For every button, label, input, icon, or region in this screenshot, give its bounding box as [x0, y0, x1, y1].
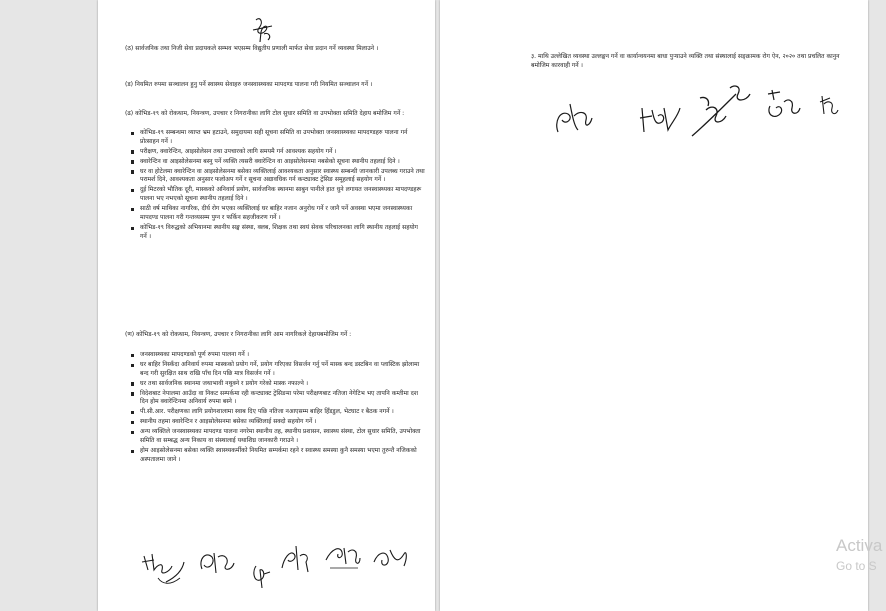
signature-right-2	[636, 98, 682, 144]
n-bullet-list	[131, 351, 425, 466]
signature-bottom-4	[278, 540, 312, 580]
document-page-left	[98, 0, 435, 611]
list-item: घर वा होटेलमा क्वारेन्टिन वा आइसोलेसनमा बसेका व्यक्तिलाई आवश्यकता अनुसार स्वास्थ्य सम्बन्धी जानकारी उपलब्ध गराउने तथा परामर्श दिने, आवश्यकता अनुसार फलोअप गर्ने र सूचना अद्यावधिक गर्न कन्ट्याक्ट ट्रेसिङ समूहलाई सहयोग गर्ने ।	[131, 168, 425, 185]
list-item: परीक्षण, क्वारेन्टिन, आइसोलेसन तथा उपचारको लागि समयमै गर्न आवश्यक सहयोग गर्ने ।	[131, 148, 425, 157]
list-item: घर बाहिर निस्कँदा अनिवार्य रुपमा मास्कको प्रयोग गर्ने, प्रयोग गरिएका विसर्जन गर्नु पर्ने मास्क बन्द डस्टबिन वा प्लास्टिक झोलामा बन्द गरी सुरक्षित साथ राखि पाँच दिन पछि मात्र विसर्जन गर्ने ।	[131, 361, 425, 378]
list-item: कोभिड-१९ विरुद्धको अभियानमा स्थानीय सङ्घ संस्था, क्लब, शिक्षक तथा स्वयं सेवक परिचालनका लागि स्थानीय तहलाई सहयोग गर्ने ।	[131, 224, 425, 241]
paragraph-dhh-heading: (ढ) कोभिड-१९ को रोकथाम, नियन्त्रण, उपचार र निगरानीका लागि टोल सुधार समिति वा उपभोक्ता समिति देहाय बमोजिम गर्ने :	[125, 110, 405, 117]
list-item: घर तथा सार्वजनिक स्थानमा जथाभावी नथुक्ने र प्रयोग गरेको मास्क नफाल्ने ।	[131, 380, 425, 389]
paragraph-d: (ड) नियमित रुपमा सञ्चालन हुनु पर्ने स्वास्थ्य सेवाहरु जनस्वास्थ्यका मापदण्ड पालना गरी नियमित सञ्चालन गर्ने ।	[125, 81, 373, 88]
list-item: साठी वर्ष माथिका नागरिक, दीर्घ रोग भएका व्यक्तिलाई घर बाहिर नजान अनुरोध गर्ने र जानै पर्ने अवस्था भएमा जनस्वास्थ्यका मापदण्ड पालना गरी गन्तव्यसम्म पुग्न र फर्किन सहजीकरण गर्ने ।	[131, 205, 425, 222]
signature-bottom-2	[196, 545, 236, 585]
list-item: दुई मिटरको भौतिक दूरी, मास्कको अनिवार्य प्रयोग, सार्वजनिक स्थानमा साबुन पानीले हात धुने लगायत जनस्वास्थ्यका मापदण्डहरू पालना भए नभएको सूचना स्थानीय तहलाई दिने ।	[131, 186, 425, 203]
list-item: होम आइसोलेसनमा बसेका व्यक्ति स्वास्थ्यकर्मीको नियमित सम्पर्कमा रहने र स्वास्थ्य समस्या कुनै समस्या भएमा तुरुन्तै नजिकको अस्पतालमा जाने ।	[131, 447, 425, 464]
list-item: कोभिड-१९ सम्बन्धमा व्याप्त भ्रम हटाउने, समुदायमा सही सूचना समिति वा उपभोक्ता जनस्वास्थ्यका मापदण्डहरु पालना गर्न प्रोत्साहन गर्ने ।	[131, 129, 425, 146]
list-item: अन्य व्यक्तिले जनस्वास्थ्यका मापदण्ड पालना नगरेमा स्थानीय तह, स्थानीय प्रशासन, स्वास्थ्य संस्था, टोल सुधार समिति, उपभोक्ता समिति वा सम्बद्ध अन्य निकाय वा संस्थालाई यथाशिघ्र जानकारी गराउने ।	[131, 428, 425, 445]
signature-right-3	[686, 80, 756, 146]
watermark-line1: Activa	[836, 536, 883, 555]
paragraph-dh: (ठ) सार्वजनिक तथा निजी सेवा प्रदायकले सम्भव भएसम्म विद्युतीय प्रणाली मार्फत सेवा प्रदान गर्ने व्यवस्था मिलाउने ।	[125, 45, 379, 52]
dhh-bullet-list	[131, 129, 425, 243]
paragraph-3: ३. माथि उल्लेखित व्यवस्था उल्लङ्घन गर्ने वा कार्यान्वयनमा बाधा पुऱ्याउने व्यक्ति तथा संस्थालाई सङ्क्रामक रोग ऐन, २०२० तथा प्रचलित कानुन बमोजिम कारवाही गर्ने ।	[531, 53, 840, 69]
signature-bottom-5	[322, 538, 362, 578]
signature-right-1	[550, 96, 594, 144]
signature-bottom-3	[250, 560, 272, 594]
list-item: पी.सी.आर. परीक्षणका लागि प्रयोगशालामा स्वाब दिए पछि नतिजा नआएसम्म बाहिर हिँडडुल, भेटघाट र बैठक नगर्ने ।	[131, 408, 425, 417]
watermark-line2: Go to S	[836, 559, 877, 573]
document-page-right	[440, 0, 868, 611]
signature-bottom-6	[370, 542, 410, 580]
list-item: जनस्वास्थ्यका मापदण्डको पूर्ण रुपमा पालना गर्ने ।	[131, 351, 425, 360]
list-item: क्वारेन्टिन वा आइसोलेसनमा बस्नु पर्ने व्यक्ति त्यसरी क्वारेन्टिन वा आइसोलेसनमा नबसेको सूचना स्थानीय तहलाई दिने ।	[131, 158, 425, 167]
signature-bottom-1	[140, 548, 186, 592]
activation-watermark	[836, 536, 882, 573]
list-item: विदेशबाट नेपालमा आउँदा वा निकट सम्पर्कमा रही कन्ट्याक्ट ट्रेसिङमा परेमा परीक्षणबाट नतिजा नेगेटिभ भए तापनि कम्तीमा दश दिन होम क्वारेन्टिनमा अनिवार्य रुपमा बस्ने ।	[131, 390, 425, 407]
signature-right-4	[762, 84, 802, 128]
list-item: स्थानीय तहमा क्वारेन्टिन र आइसोलेसनमा बसेका व्यक्तिलाई सक्दो सहयोग गर्ने ।	[131, 418, 425, 427]
signature-right-5	[818, 92, 840, 124]
paragraph-n-heading: (ण) कोभिड-१९ को रोकथाम, नियन्त्रण, उपचार र निगरानीका लागि आम नागरिकले देहायबमोजिम गर्ने :	[125, 331, 352, 338]
